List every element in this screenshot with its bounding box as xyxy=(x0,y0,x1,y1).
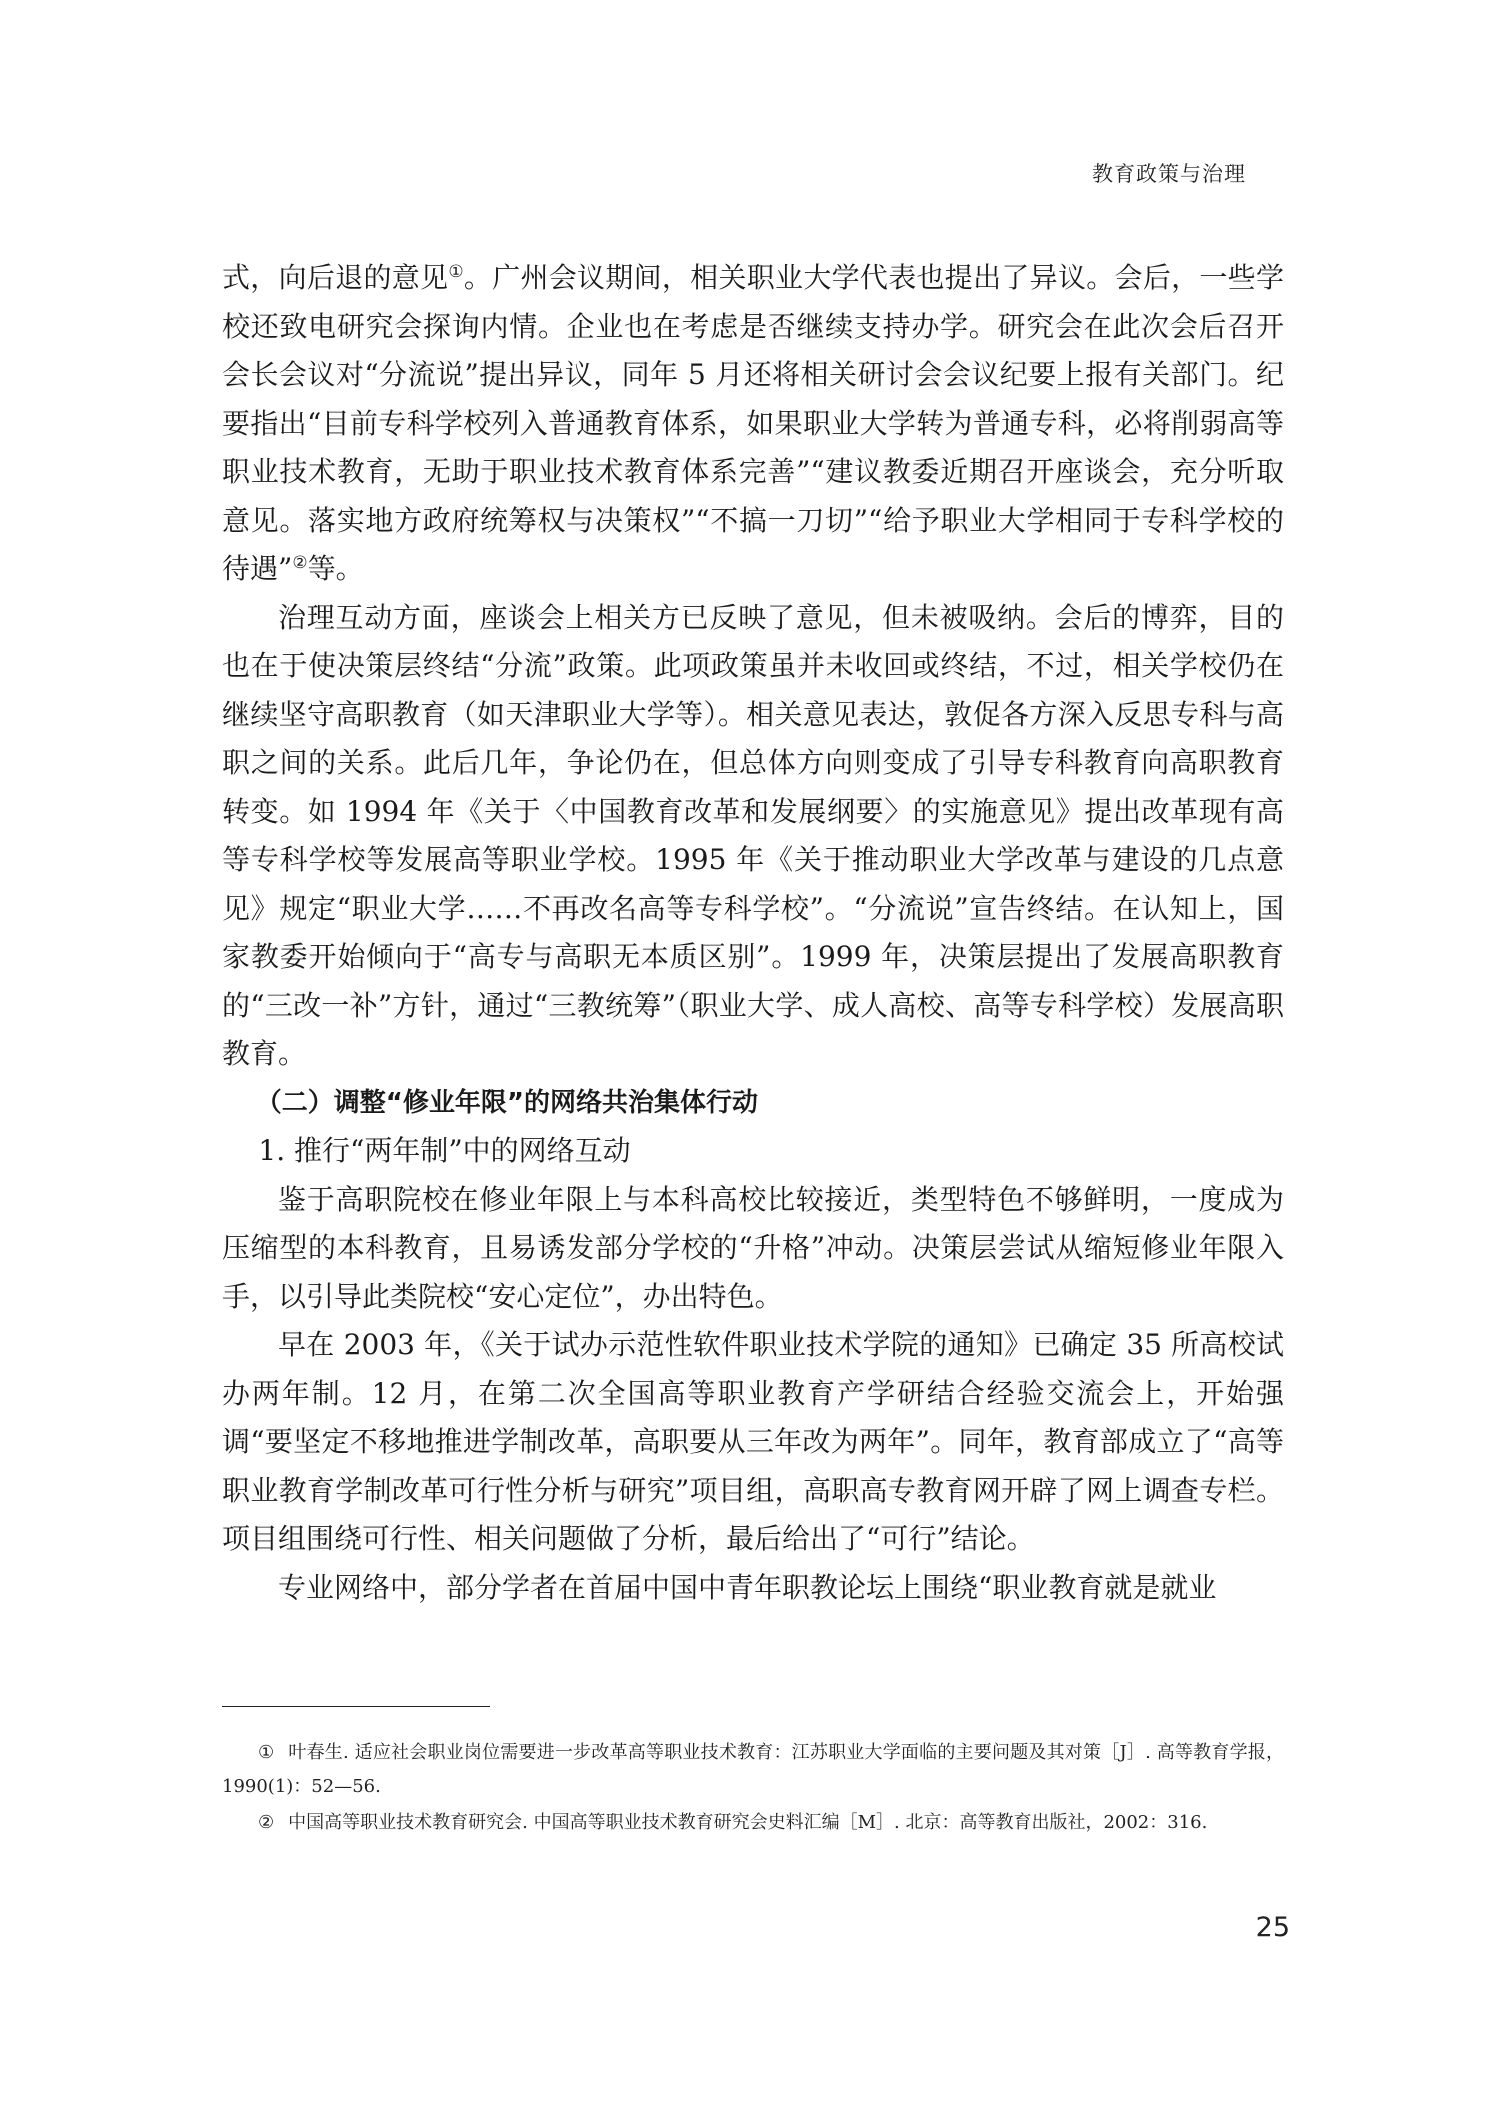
paragraph-1-part-b: 。广州会议期间，相关职业大学代表也提出了异议。会后，一些学校还致电研究会探询内情。企业也在考虑是否继续支持办学。研究会在此次会后召开会长会议对“分流说”提出异议，同年 5 月还将相关研讨会会议纪要上报有关部门。纪要指出“目前专科学校列入普通教育体系，如果职业大学转为普通专科，必将削弱高等职业技术教育，无助于职业技术教育体系完善”“建议教委近期召开座谈会，充分听取意见。落实地方政府统筹权与决策权”“不搞一刀切”“给予职业大学相同于专科学校的待遇” xyxy=(222,261,1284,585)
paragraph-2: 治理互动方面，座谈会上相关方已反映了意见，但未被吸纳。会后的博弈，目的也在于使决策层终结“分流”政策。此项政策虽并未收回或终结，不过，相关学校仍在继续坚守高职教育（如天津职业大学等）。相关意见表达，敦促各方深入反思专科与高职之间的关系。此后几年，争论仍在，但总体方向则变成了引导专科教育向高职教育转变。如 1994 年《关于〈中国教育改革和发展纲要〉的实施意见》提出改革现有高等专科学校等发展高等职业学校。1995 年《关于推动职业大学改革与建设的几点意见》规定“职业大学……不再改名高等专科学校”。“分流说”宣告终结。在认知上，国家教委开始倾向于“高专与高职无本质区别”。1999 年，决策层提出了发展高职教育的“三改一补”方针，通过“三教统筹”（职业大学、成人高校、高等专科学校）发展高职教育。 xyxy=(222,600,1284,1070)
footnote-ref-2[interactable]: ② xyxy=(292,553,308,573)
footnote-1 xyxy=(222,1736,1284,1804)
footnote-divider xyxy=(222,1706,490,1707)
footnotes xyxy=(222,1736,1284,1842)
subsection-heading: 1. 推行“两年制”中的网络互动 xyxy=(258,1134,631,1167)
paragraph-5: 专业网络中，部分学者在首届中国中青年职教论坛上围绕“职业教育就是就业 xyxy=(278,1570,1217,1604)
body-text xyxy=(222,254,1284,1612)
footnote-1-text: 叶春生. 适应社会职业岗位需要进一步改革高等职业技术教育：江苏职业大学面临的主要问题及其对策［J］. 高等教育学报，1990(1)：52—56. xyxy=(222,1742,1284,1797)
paragraph-3: 鉴于高职院校在修业年限上与本科高校比较接近，类型特色不够鲜明，一度成为压缩型的本科教育，且易诱发部分学校的“升格”冲动。决策层尝试从缩短修业年限入手，以引导此类院校“安心定位”，办出特色。 xyxy=(222,1182,1284,1313)
running-head: 教育政策与治理 xyxy=(1092,162,1246,186)
section-heading: （二）调整“修业年限”的网络共治集体行动 xyxy=(255,1087,758,1118)
paragraph-1 xyxy=(222,254,1284,594)
page-number: 25 xyxy=(1255,1912,1290,1943)
footnote-2-mark: ② xyxy=(258,1812,275,1833)
footnote-2 xyxy=(222,1806,1284,1840)
footnote-ref-1[interactable]: ① xyxy=(448,262,464,282)
paragraph-4: 早在 2003 年，《关于试办示范性软件职业技术学院的通知》已确定 35 所高校试办两年制。12 月，在第二次全国高等职业教育产学研结合经验交流会上，开始强调“要坚定不移地推进学制改革，高职要从三年改为两年”。同年，教育部成立了“高等职业教育学制改革可行性分析与研究”项目组，高职高专教育网开辟了网上调查专栏。项目组围绕可行性、相关问题做了分析，最后给出了“可行”结论。 xyxy=(222,1328,1284,1555)
paragraph-1-part-a: 式，向后退的意见 xyxy=(222,261,449,294)
footnote-2-text: 中国高等职业技术教育研究会. 中国高等职业技术教育研究会史料汇编［M］. 北京：高等教育出版社，2002：316. xyxy=(288,1812,1208,1833)
paragraph-1-part-c: 等。 xyxy=(307,552,364,585)
footnote-1-mark: ① xyxy=(258,1742,275,1763)
